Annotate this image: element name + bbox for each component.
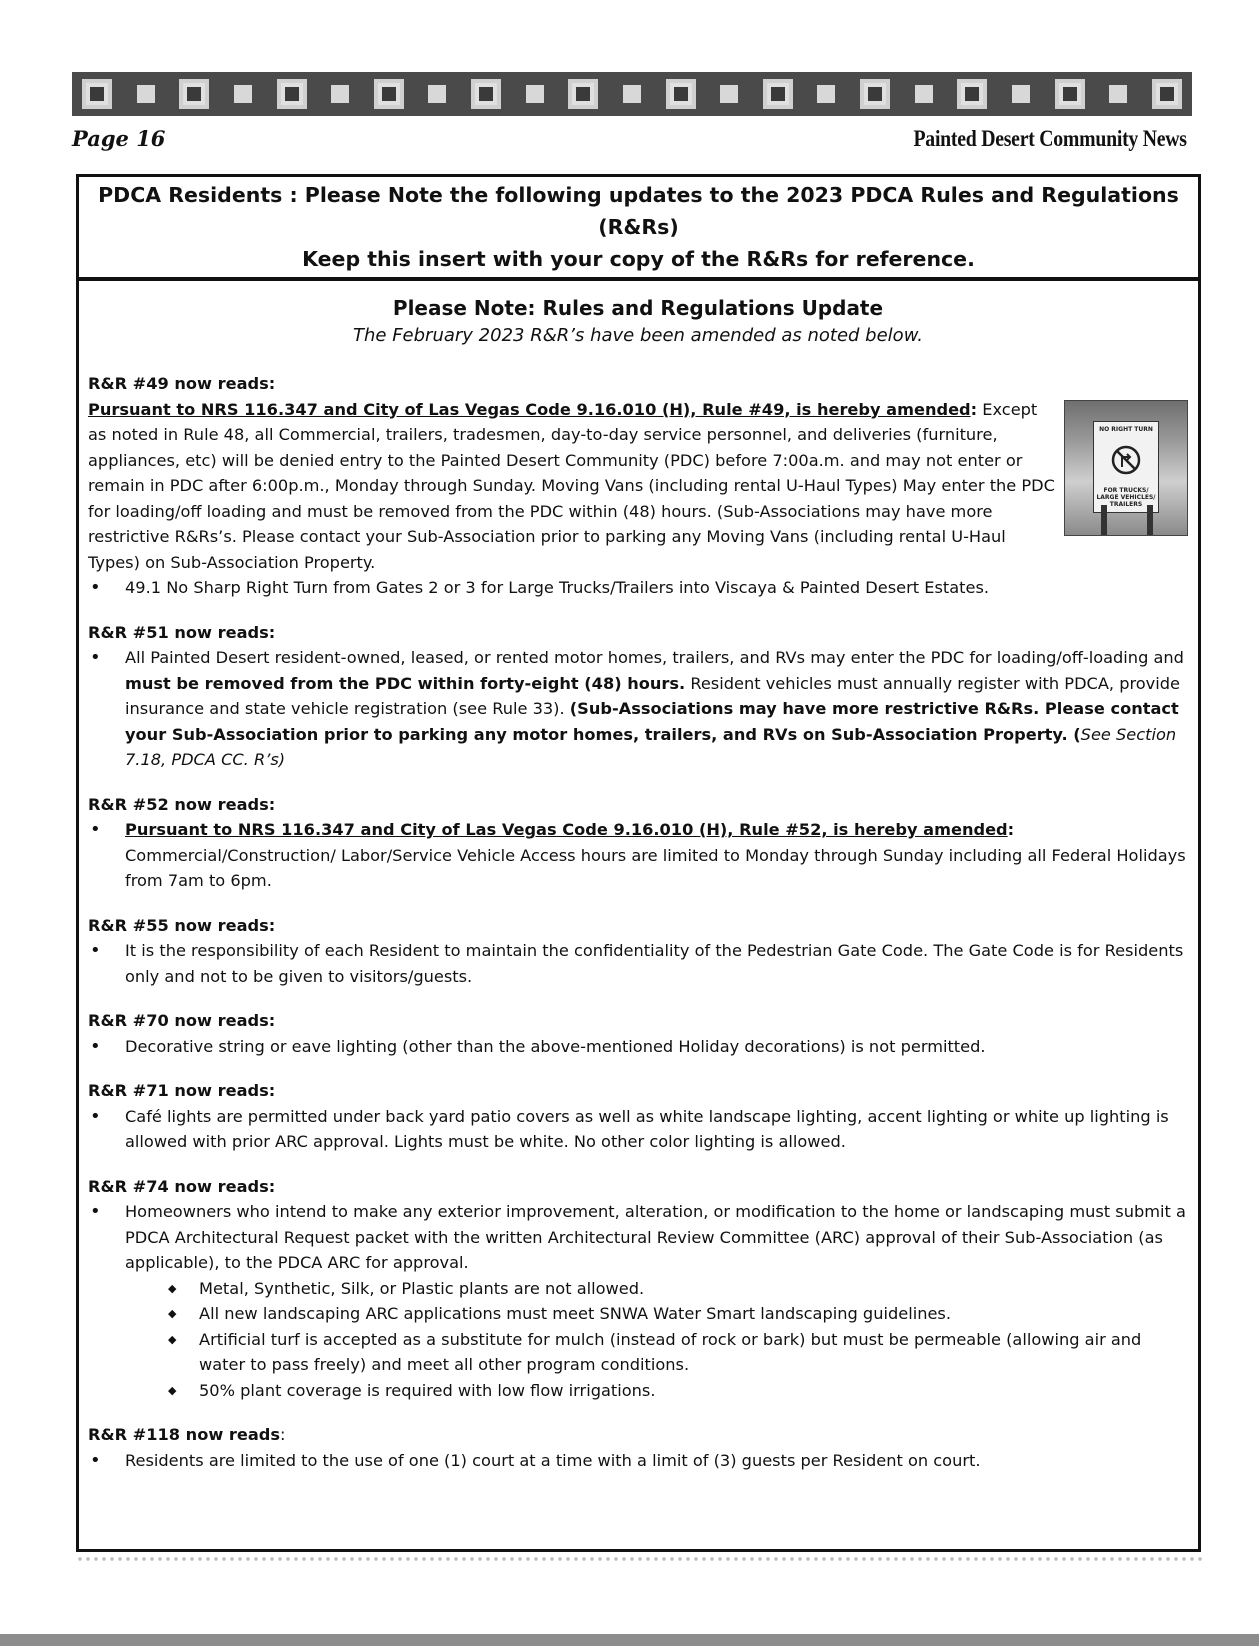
rule-52-text: Commercial/Construction/ Labor/Service Vehicle Access hours are limited to Monday through Sunday including all Federal Holidays from 7am to 6pm. — [125, 845, 1186, 890]
rule-71-section — [88, 1078, 1188, 1155]
banner-square — [763, 79, 793, 109]
rule-70-title: R&R #70 now reads: — [88, 1011, 276, 1030]
banner-square — [179, 79, 209, 109]
sign-post — [1101, 505, 1107, 535]
rule-51-bold-2: (Sub-Associations may have more restrictive R&Rs. Please contact your Sub-Association prior to parking any motor homes, trailers, and RVs on Sub-Association Property. ( — [125, 699, 1179, 744]
rule-49-body — [88, 397, 1188, 576]
rule-52-section — [88, 792, 1188, 894]
rule-74-subitem: ◆ Artificial turf is accepted as a substitute for mulch (instead of rock or bark) but must be permeable (allowing air and water to pass freely) and meet all other program conditions. — [168, 1327, 1188, 1378]
sign-plate — [1093, 421, 1159, 513]
banner-square — [82, 79, 112, 109]
banner-square — [471, 79, 501, 109]
rule-51-list — [88, 645, 1188, 773]
banner-square — [957, 79, 987, 109]
banner-square — [234, 85, 252, 103]
notice-line-2: Keep this insert with your copy of the R&Rs for reference. — [302, 247, 975, 271]
rule-52-bullet — [88, 817, 1188, 894]
banner-square — [623, 85, 641, 103]
sign-bottom-text: FOR TRUCKS/ LARGE VEHICLES/ TRAILERS — [1096, 486, 1156, 508]
update-subtitle: The February 2023 R&R’s have been amended as noted below. — [353, 325, 923, 346]
rules-content — [79, 281, 1198, 1473]
rule-118-title-line — [88, 1422, 1188, 1448]
rule-74-list — [88, 1199, 1188, 1403]
banner-square — [331, 85, 349, 103]
banner-square — [1109, 85, 1127, 103]
decorative-banner — [72, 72, 1192, 116]
rule-70-bullet: • Decorative string or eave lighting (other than the above-mentioned Holiday decorations) is not permitted. — [88, 1034, 1188, 1060]
notice-box — [79, 177, 1198, 281]
rule-51-text-1: All Painted Desert resident-owned, leased, or rented motor homes, trailers, and RVs may enter the PDC for loading/off-loading and — [125, 648, 1184, 667]
rule-71-bullet: • Café lights are permitted under back yard patio covers as well as white landscape lighting, accent lighting or white up lighting is allowed with prior ARC approval. Lights must be white. No other color lighting is allowed. — [88, 1104, 1188, 1155]
banner-square — [1055, 79, 1085, 109]
no-right-turn-sign-photo — [1064, 400, 1188, 536]
banner-square — [817, 85, 835, 103]
rule-74-text: Homeowners who intend to make any exterior improvement, alteration, or modification to the home or landscaping must submit a PDCA Architectural Request packet with the written Architectural Review Committee (ARC) approval of their Sub-Association (as applicable), to the PDCA ARC for approval. — [125, 1202, 1186, 1272]
banner-square — [860, 79, 890, 109]
banner-square — [1012, 85, 1030, 103]
banner-square — [568, 79, 598, 109]
decorative-dot-rule — [76, 1556, 1206, 1562]
rules-insert-frame — [76, 174, 1201, 1552]
rule-49-list — [88, 575, 1188, 601]
rule-51-section — [88, 620, 1188, 773]
rule-74-subitem: ◆ 50% plant coverage is required with low flow irrigations. — [168, 1378, 1188, 1404]
banner-square — [526, 85, 544, 103]
rule-71-title: R&R #71 now reads: — [88, 1081, 276, 1100]
rule-74-section — [88, 1174, 1188, 1404]
rule-55-title: R&R #55 now reads: — [88, 915, 276, 935]
sign-top-text: NO RIGHT TURN — [1099, 425, 1153, 433]
rule-52-title: R&R #52 now reads: — [88, 794, 276, 814]
publication-title: Painted Desert Community News — [913, 126, 1187, 151]
rule-74-bullet — [88, 1199, 1188, 1403]
rule-51-title: R&R #51 now reads: — [88, 622, 276, 642]
rule-70-list — [88, 1034, 1188, 1060]
banner-square — [720, 85, 738, 103]
update-title: Please Note: Rules and Regulations Update — [392, 296, 884, 320]
no-right-turn-icon — [1111, 445, 1141, 475]
rule-49-section — [88, 371, 1188, 601]
rule-74-subitem: ◆ Metal, Synthetic, Silk, or Plastic plants are not allowed. — [168, 1276, 1188, 1302]
banner-square — [915, 85, 933, 103]
rule-49-title: R&R #49 now reads: — [88, 374, 276, 393]
page-number: Page 16 — [72, 126, 166, 151]
rule-118-bullet: • Residents are limited to the use of one (1) court at a time with a limit of (3) guests per Resident on court. — [88, 1448, 1188, 1474]
rule-49-text: Except as noted in Rule 48, all Commercial, trailers, tradesmen, day-to-day service personnel, and deliveries (furniture, appliances, etc) will be denied entry to the Painted Desert Community (PDC) before 7:00a.m. and may not enter or remain in PDC after 6:00p.m., Monday through Sunday. Moving Vans (including rental U-Haul Types) May enter the PDC for loading/off loading and must be removed from the PDC within (48) hours. (Sub-Associations may have more restrictive R&Rs’s. Please contact your Sub-Association prior to parking any Moving Vans (including rental U-Haul Types) on Sub-Association Property. — [88, 399, 1055, 572]
rule-52-colon: : — [1007, 820, 1015, 839]
rule-49-lead: Pursuant to NRS 116.347 and City of Las Vegas Code 9.16.010 (H), Rule #49, is hereby amended — [88, 399, 971, 419]
rule-71-list — [88, 1104, 1188, 1155]
rule-51-italic: See Section 7.18, PDCA CC. R’s) — [125, 724, 1177, 769]
rule-49-bullet: • 49.1 No Sharp Right Turn from Gates 2 or 3 for Large Trucks/Trailers into Viscaya & Painted Desert Estates. — [88, 575, 1188, 601]
rule-118-colon: : — [280, 1425, 286, 1444]
rule-52-lead: Pursuant to NRS 116.347 and City of Las Vegas Code 9.16.010 (H), Rule #52, is hereby amended — [125, 820, 1008, 839]
banner-square — [666, 79, 696, 109]
banner-square — [374, 79, 404, 109]
bottom-scan-edge — [0, 1634, 1259, 1646]
rule-74-sublist — [88, 1276, 1188, 1404]
rule-51-text-2: Resident vehicles must annually register with PDCA, provide insurance and state vehicle registration (see Rule 33). — [125, 673, 1180, 718]
rule-118-title: R&R #118 now reads — [88, 1425, 281, 1444]
banner-square — [277, 79, 307, 109]
rule-74-subitem: ◆ All new landscaping ARC applications must meet SNWA Water Smart landscaping guidelines. — [168, 1301, 1188, 1327]
rule-55-bullet: • It is the responsibility of each Resident to maintain the confidentiality of the Pedestrian Gate Code. The Gate Code is for Residents only and not to be given to visitors/guests. — [88, 938, 1188, 989]
rule-51-bold-1: must be removed from the PDC within forty-eight (48) hours. — [125, 673, 686, 693]
sign-post — [1147, 505, 1153, 535]
rule-74-title: R&R #74 now reads: — [88, 1176, 276, 1196]
notice-line-1: PDCA Residents : Please Note the following updates to the 2023 PDCA Rules and Regulations (R&Rs) — [98, 183, 1179, 239]
rule-118-section — [88, 1422, 1188, 1473]
banner-square — [428, 85, 446, 103]
rule-55-section — [88, 913, 1188, 990]
rule-49-colon: : — [970, 399, 978, 419]
banner-square — [1152, 79, 1182, 109]
rule-70-section — [88, 1008, 1188, 1059]
banner-square — [137, 85, 155, 103]
rule-51-bullet — [88, 645, 1188, 773]
rule-55-list — [88, 938, 1188, 989]
rule-52-list — [88, 817, 1188, 894]
rule-118-list — [88, 1448, 1188, 1474]
